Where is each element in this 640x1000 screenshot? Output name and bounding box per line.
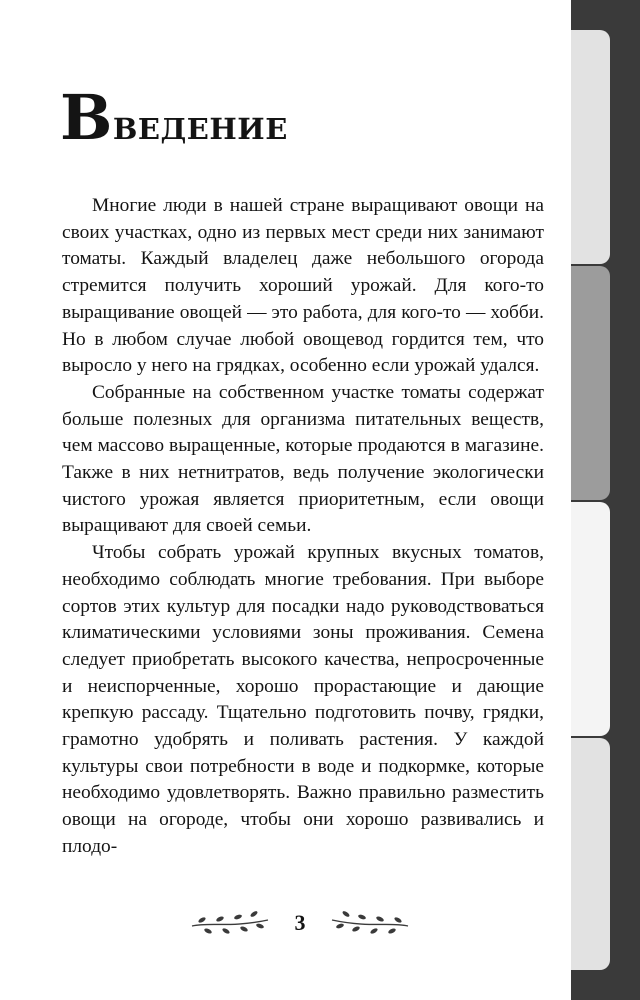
paragraph-3: Чтобы собрать урожай крупных вкусных томатов, необходимо соблюдать многие требования. При выборе сортов этих культур для посадки надо руководствоваться климатическими условиями зоны проживания. Семена следует приобретать высокого качества, непросроченные и неиспорченные, хорошо прорастающие и дающие крепкую рассаду. Тщательно подготовить почву, грядки, грамотно удобрять и поливать растения. У каждой культуры свои потребности в воде и подкормке, которые необходимо удовлетворять. Важно правильно разместить овощи на огороде, чтобы они хорошо развивались и плодо- <box>62 542 544 857</box>
section-tab-1 <box>571 30 610 264</box>
body-text <box>62 193 544 861</box>
chapter-title <box>60 81 288 155</box>
page-footer <box>190 900 410 950</box>
paragraph-2: Собранные на собственном участке томаты содержат больше полезных для организма питательных веществ, чем массово выращенные, которые продаются в магазине. Также в них нетнитратов, ведь получение экологически чистого урожая является приоритетным, если овощи выращивают для своей семьи. <box>62 381 544 537</box>
section-tab-3 <box>571 502 610 736</box>
leaf-sprig-icon <box>190 908 270 938</box>
section-tab-2 <box>571 266 610 500</box>
page-number: 3 <box>294 910 306 935</box>
section-tab-4 <box>571 738 610 970</box>
chapter-title-rest: ведение <box>112 100 288 149</box>
leaf-sprig-icon <box>330 908 410 938</box>
paragraph-1: Многие люди в нашей стране выращивают овощи на своих участках, одно из первых мест среди них занимают томаты. Каждый владелец даже небольшого огорода стремится получить хороший урожай. Для кого-то выращивание овощей — это работа, для кого-то — хобби. Но в любом случае любой овощевод гордится тем, что выросло у него на грядках, особенно если урожай удался. <box>62 195 544 377</box>
chapter-title-initial: В <box>60 81 113 154</box>
